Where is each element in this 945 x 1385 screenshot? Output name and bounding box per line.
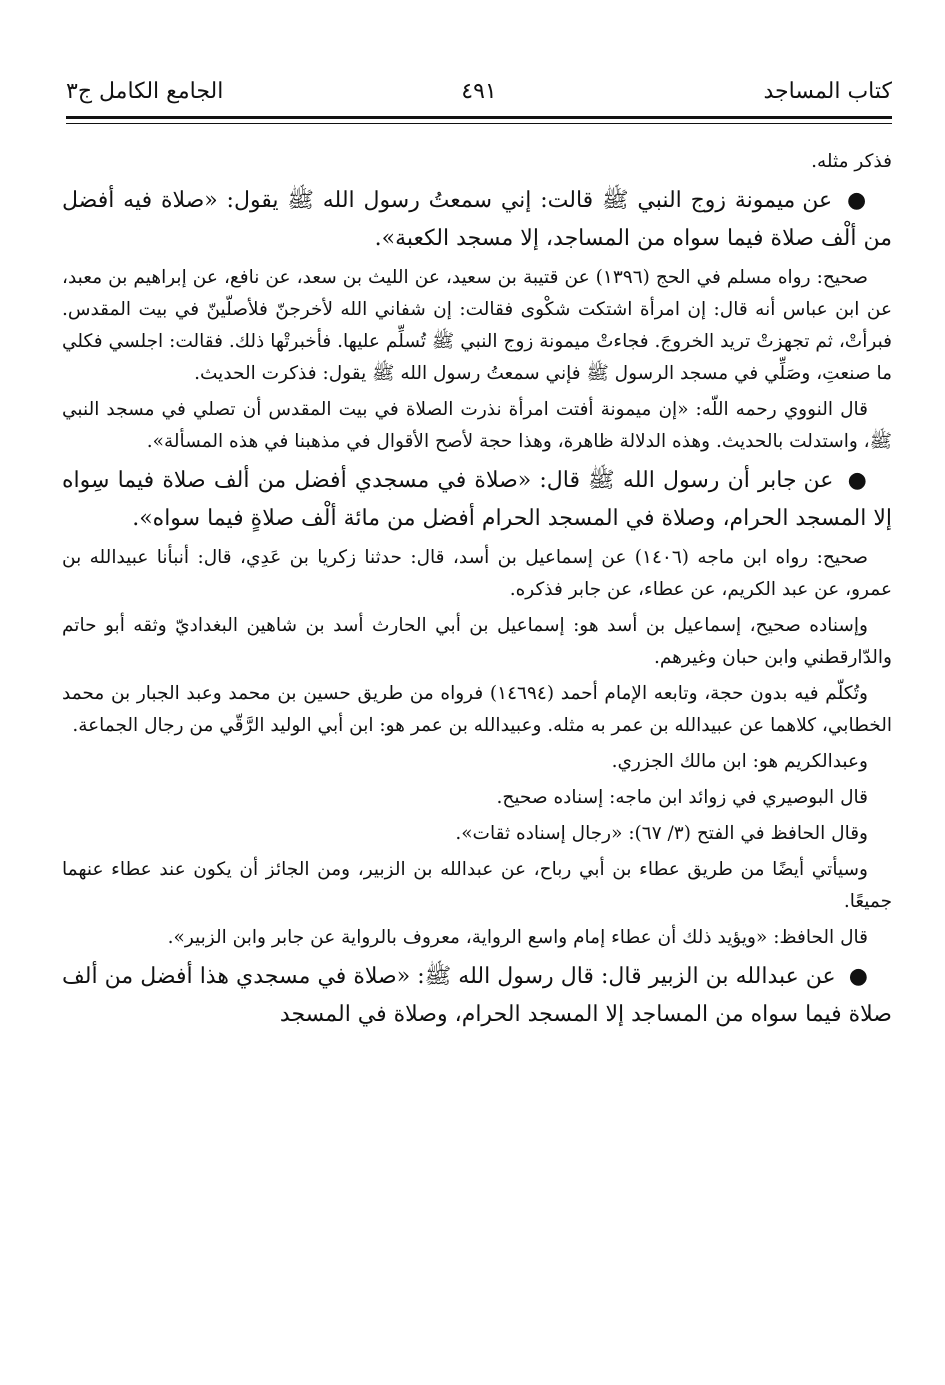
book-title: الجامع الكامل ج٣ xyxy=(66,79,224,104)
bullet-icon: ● xyxy=(846,188,868,213)
commentary-paragraph xyxy=(62,394,892,458)
bullet-icon: ● xyxy=(848,964,869,989)
paragraph-text: وسيأتي أيضًا من طريق عطاء بن أبي رباح، عن عبدالله بن الزبير، ومن الجائز أن يكون عند عطاء عنهما جميعًا. xyxy=(62,859,892,912)
commentary-paragraph xyxy=(62,818,892,850)
paragraph-text: عن عبدالله بن الزبير قال: قال رسول الله ﷺ: «صلاة في مسجدي هذا أفضل من ألف صلاة فيما سواه من المساجد إلا المسجد الحرام، وصلاة في المسجد xyxy=(62,964,892,1027)
paragraph-text: وإسناده صحيح، إسماعيل بن أسد هو: إسماعيل بن أبي الحارث أسد بن شاهين البغداديّ وثقه أبو حاتم والدّارقطني وابن حبان وغيرهم. xyxy=(62,615,892,668)
paragraph-text: فذكر مثله. xyxy=(811,151,892,172)
header-rule-thin xyxy=(66,123,892,124)
paragraph-text: قال البوصيري في زوائد ابن ماجه: إسناده صحيح. xyxy=(496,787,868,808)
commentary-paragraph xyxy=(62,610,892,674)
page-header xyxy=(66,70,892,116)
paragraph-text: وقال الحافظ في الفتح (٣/ ٦٧): «رجال إسناده ثقات». xyxy=(455,823,868,844)
paragraph-text: قال النووي رحمه اللّه: «إن ميمونة أفتت امرأة نذرت الصلاة في بيت المقدس أن تصلي في مسجد النبي ﷺ، واستدلت بالحديث. وهذه الدلالة ظاهرة، وهذا حجة لأصح الأقوال في مذهبنا في هذه المسألة». xyxy=(62,399,892,452)
commentary-paragraph xyxy=(62,262,892,390)
header-rule-thick xyxy=(66,116,892,119)
bullet-icon: ● xyxy=(847,468,868,493)
paragraph-text: عن ميمونة زوج النبي ﷺ قالت: إني سمعتُ رسول الله ﷺ يقول: «صلاة فيه أفضل من ألْف صلاة فيما سواه من المساجد، إلا مسجد الكعبة». xyxy=(62,188,892,251)
commentary-paragraph xyxy=(62,922,892,954)
hadith-paragraph xyxy=(62,958,892,1034)
commentary-paragraph xyxy=(62,542,892,606)
paragraph-text: صحيح: رواه مسلم في الحج (١٣٩٦) عن قتيبة بن سعيد، عن الليث بن سعد، عن نافع، عن إبراهيم بن معبد، عن ابن عباس أنه قال: إن امرأة اشتكت شكْوى فقالت: إن شفاني الله لأخرجنّ فلأصلّينّ في بيت المقدس. فبرأتْ، ثم تجهزتْ تريد الخروجَ. فجاءتْ ميمونة زوج النبي ﷺ تُسلِّم عليها. فأخبرتْها ذلك. فقالت: اجلسي فكلي ما صنعتِ، وصَلِّي في مسجد الرسول ﷺ فإني سمعتُ رسول الله ﷺ يقول: فذكرت الحديث. xyxy=(62,267,892,384)
chapter-title: كتاب المساجد xyxy=(763,79,892,104)
hadith-paragraph xyxy=(62,462,892,538)
commentary-paragraph xyxy=(62,678,892,742)
paragraph-text: صحيح: رواه ابن ماجه (١٤٠٦) عن إسماعيل بن أسد، قال: حدثنا زكريا بن عَدِي، قال: أنبأنا عبيدالله بن عمرو، عن عبد الكريم، عن عطاء، عن جابر فذكره. xyxy=(62,547,892,600)
page-body xyxy=(62,146,892,1376)
paragraph-text: وعبدالكريم هو: ابن مالك الجزري. xyxy=(611,751,868,772)
paragraph-text: عن جابر أن رسول الله ﷺ قال: «صلاة في مسجدي أفضل من ألف صلاة فيما سِواه إلا المسجد الحرام، وصلاة في المسجد الحرام أفضل من مائة ألْف صلاةٍ فيما سواه». xyxy=(62,468,892,531)
commentary-paragraph xyxy=(62,146,892,178)
commentary-paragraph xyxy=(62,782,892,814)
commentary-paragraph xyxy=(62,746,892,778)
paragraph-text: وتُكلّم فيه بدون حجة، وتابعه الإمام أحمد (١٤٦٩٤) فرواه من طريق حسين بن محمد وعبد الجبار بن محمد الخطابي، كلاهما عن عبيدالله بن عمر به مثله. وعبيدالله بن عمر هو: ابن أبي الوليد الرَّقّي من رجال الجماعة. xyxy=(62,683,892,736)
hadith-paragraph xyxy=(62,182,892,258)
paragraph-text: قال الحافظ: «ويؤيد ذلك أن عطاء إمام واسع الرواية، معروف بالرواية عن جابر وابن الزبير». xyxy=(167,927,868,948)
page-number: ٤٩١ xyxy=(461,79,497,104)
commentary-paragraph xyxy=(62,854,892,918)
